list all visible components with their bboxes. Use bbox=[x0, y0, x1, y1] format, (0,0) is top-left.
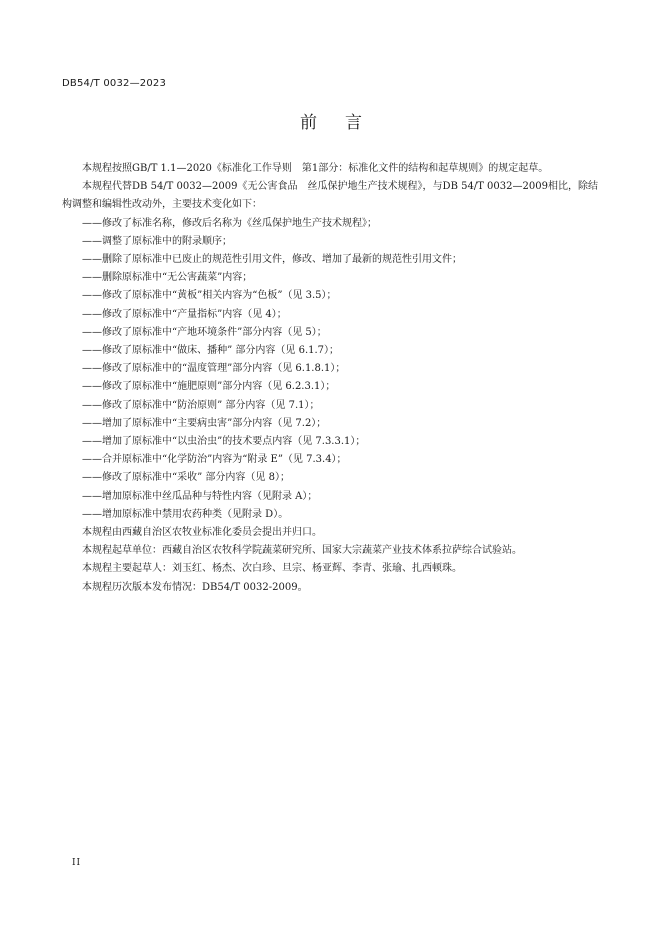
list-item: ——调整了原标准中的附录顺序； bbox=[82, 235, 232, 247]
list-item: ——修改了原标准中“防治原则” 部分内容（见 7.1）； bbox=[82, 399, 320, 411]
paragraph-drafters: 本规程主要起草人：刘玉红、杨杰、次白珍、旦宗、杨亚辉、李青、张瑜、扎西顿珠。 bbox=[82, 563, 462, 575]
list-item: ——修改了原标准中“采收” 部分内容（见 8）； bbox=[82, 472, 290, 484]
paragraph-proposer: 本规程由西藏自治区农牧业标准化委员会提出并归口。 bbox=[82, 527, 322, 539]
foreword-body bbox=[62, 160, 598, 597]
list-item: ——修改了原标准中“产量指标”内容（见 4）； bbox=[82, 308, 287, 320]
list-item: ——修改了原标准中“产地环境条件”部分内容（见 5）； bbox=[82, 326, 327, 338]
list-item: ——修改了原标准中“做床、播种” 部分内容（见 6.1.7）； bbox=[82, 345, 340, 357]
list-item: ——修改了原标准中“黄板”相关内容为“色板”（见 3.5）； bbox=[82, 290, 337, 302]
list-item: ——删除原标准中“无公害蔬菜”内容； bbox=[82, 272, 253, 284]
list-item: ——增加原标准中丝瓜品种与特性内容（见附录 A）； bbox=[82, 490, 318, 502]
paragraph-version-history: 本规程历次版本发布情况：DB54/T 0032-2009。 bbox=[82, 581, 308, 593]
page-title: 前言 bbox=[300, 113, 390, 133]
list-item: ——合并原标准中“化学防治”内容为“附录 E”（见 7.3.4）； bbox=[82, 454, 347, 466]
list-item: ——删除了原标准中已废止的规范性引用文件，修改、增加了最新的规范性引用文件； bbox=[82, 254, 462, 266]
paragraph-drafting-units: 本规程起草单位：西藏自治区农牧科学院蔬菜研究所、国家大宗蔬菜产业技术体系拉萨综合试验站。 bbox=[82, 545, 522, 557]
paragraph-drafting-basis: 本规程按照GB/T 1.1—2020《标准化工作导则 第1部分：标准化文件的结构和起草规则》的规定起草。 bbox=[82, 163, 549, 174]
page-number: II bbox=[72, 858, 82, 868]
document-code: DB54/T 0032—2023 bbox=[62, 78, 167, 89]
changes-list bbox=[62, 215, 598, 524]
list-item: ——修改了原标准中“施肥原则”部分内容（见 6.2.3.1）； bbox=[82, 381, 336, 393]
paragraph-replacement: 本规程代替DB 54/T 0032—2009《无公害食品 丝瓜保护地生产技术规程》，与DB 54/T 0032—2009相比，除结构调整和编辑性改动外，主要技术变化如下： bbox=[62, 181, 598, 211]
list-item: ——增加原标准中禁用农药种类（见附录 D）。 bbox=[82, 508, 289, 520]
list-item: ——修改了原标准中的“温度管理”部分内容（见 6.1.8.1）； bbox=[82, 363, 346, 375]
list-item: ——增加了原标准中“主要病虫害”部分内容（见 7.2）； bbox=[82, 417, 327, 429]
list-item: ——修改了标准名称，修改后名称为《丝瓜保护地生产技术规程》； bbox=[82, 217, 377, 229]
list-item: ——增加了原标准中“以虫治虫”的技术要点内容（见 7.3.3.1）； bbox=[82, 436, 366, 448]
